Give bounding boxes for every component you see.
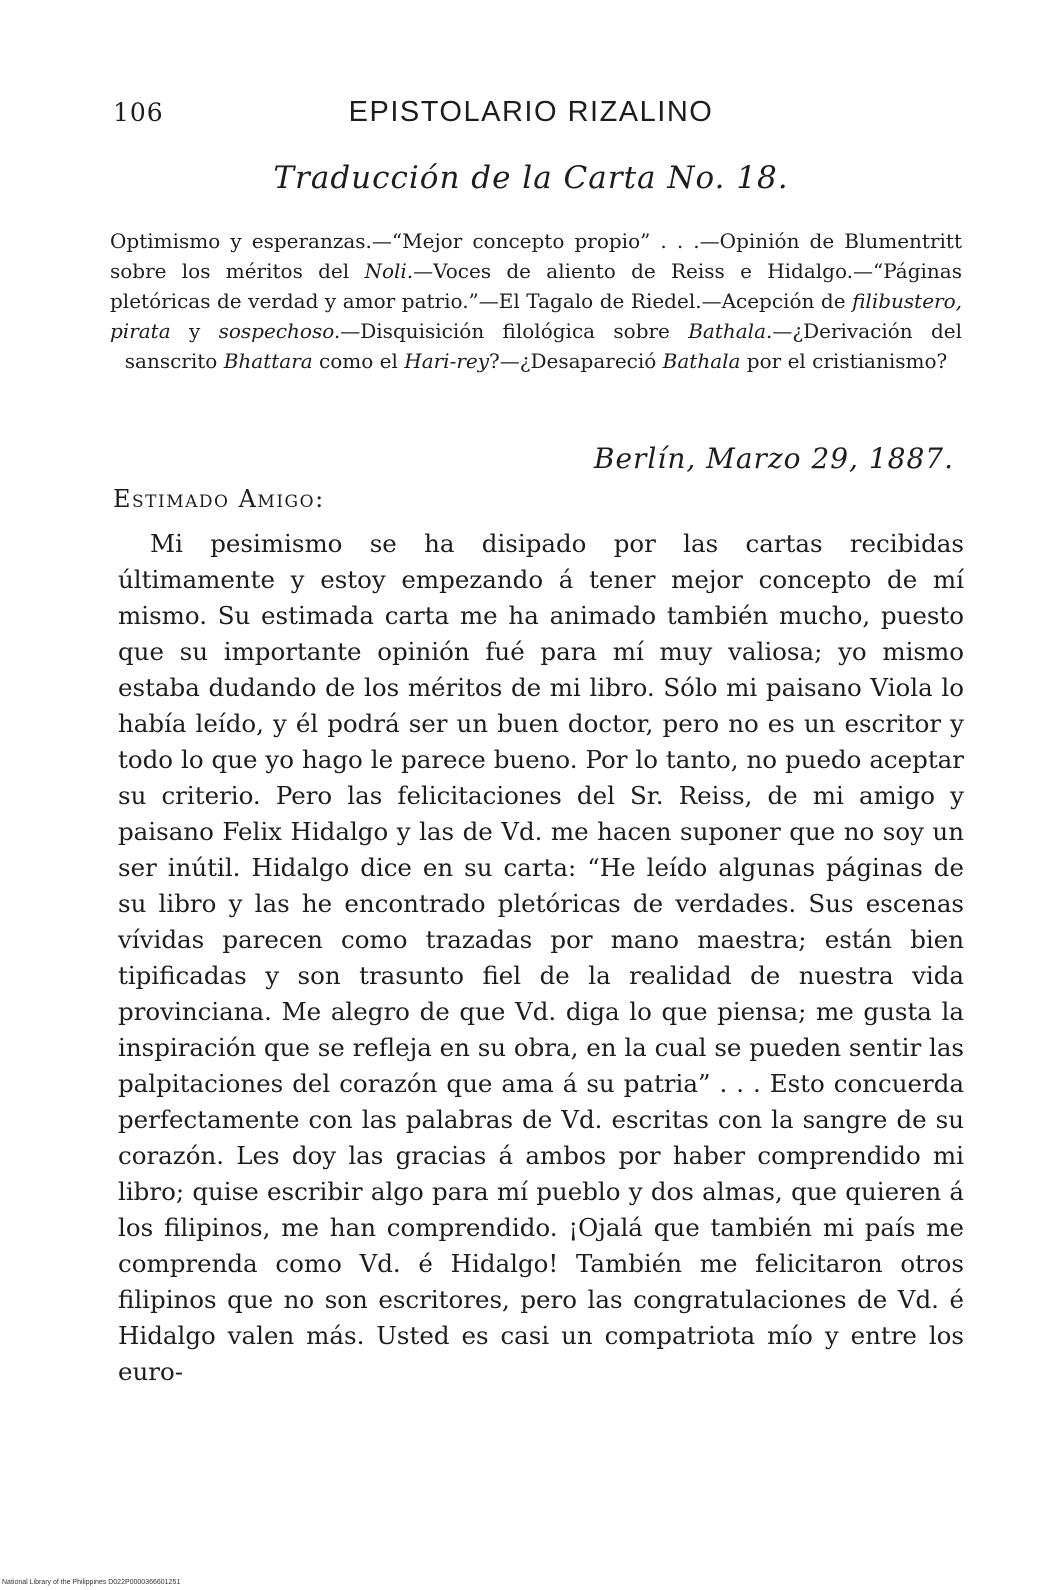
dateline: Berlín, Marzo 29, 1887. [593, 442, 954, 475]
summary-italic: Bhattara [223, 349, 313, 373]
summary-italic: filibustero, pirata [110, 289, 962, 343]
summary-italic: Noli. [364, 259, 414, 283]
running-head: EPISTOLARIO RIZALINO [348, 96, 714, 128]
summary-text: por el cristianismo? [740, 349, 948, 373]
summary-italic: Bathala [662, 349, 741, 373]
salutation: Estimado Amigo: [113, 485, 325, 513]
summary-italic: Bathala. [688, 319, 773, 343]
page-number: 106 [113, 98, 164, 127]
summary-italic: sospechoso. [218, 319, 341, 343]
letter-body: Mi pesimismo se ha disipado por las cartas recibidas últimamente y estoy empezando á tener mejor concepto de mí mismo. Su estimada carta me ha animado también mucho, puesto que su importante opinión fué para mí muy valiosa; yo mismo estaba dudando de los méritos de mi libro. Sólo mi paisano Viola lo había leído, y él podrá ser un buen doctor, pero no es un escritor y todo lo que yo hago le parece bueno. Por lo tanto, no puedo aceptar su criterio. Pero las felicitaciones del Sr. Reiss, de mi amigo y paisano Felix Hidalgo y las de Vd. me hacen suponer que no soy un ser inútil. Hidalgo dice en su carta: “He leído algunas páginas de su libro y las he encontrado pletóricas de verdades. Sus escenas vívidas parecen como trazadas por mano maestra; están bien tipificadas y son trasunto fiel de la realidad de nuestra vida provinciana. Me alegro de que Vd. diga lo que piensa; me gusta la inspiración que se refleja en su obra, en la cual se pueden sentir las palpitaciones del corazón que ama á su patria” . . . Esto concuerda perfectamente con las palabras de Vd. escritas con la sangre de su corazón. Les doy las gracias á ambos por haber comprendido mi libro; quise escribir algo para mí pueblo y dos almas, que quieren á los filipinos, me han comprendido. ¡Ojalá que también mi país me comprenda como Vd. é Hidalgo! También me felicitaron otros filipinos que no son escritores, pero las congratulaciones de Vd. é Hidalgo valen más. Usted es casi un compatriota mío y entre los euro- [118, 529, 964, 1386]
summary-text: —Voces de aliento de Reiss e Hidalgo.—“Páginas pletóricas de verdad y amor patrio.”—El Tagalo de Riedel.—Acepción de [110, 259, 962, 313]
section-title: Traducción de la Carta No. 18. [273, 160, 789, 196]
summary-text: Optimismo y esperanzas.—“Mejor concepto propio” . . .—Opinión de Blumentritt sobre los méritos del [110, 229, 962, 283]
summary-text: —¿Derivación del sanscrito [124, 319, 963, 373]
summary-text: como el [312, 349, 405, 373]
letter-summary [110, 226, 962, 376]
summary-text: —Disquisición filológica sobre [340, 319, 689, 343]
summary-text: ?—¿Desapareció [489, 349, 663, 373]
summary-italic: Hari-rey [404, 349, 490, 373]
scan-footer: National Library of the Philippines D022P0000366601251 [2, 1579, 181, 1586]
summary-text: y [170, 319, 219, 343]
